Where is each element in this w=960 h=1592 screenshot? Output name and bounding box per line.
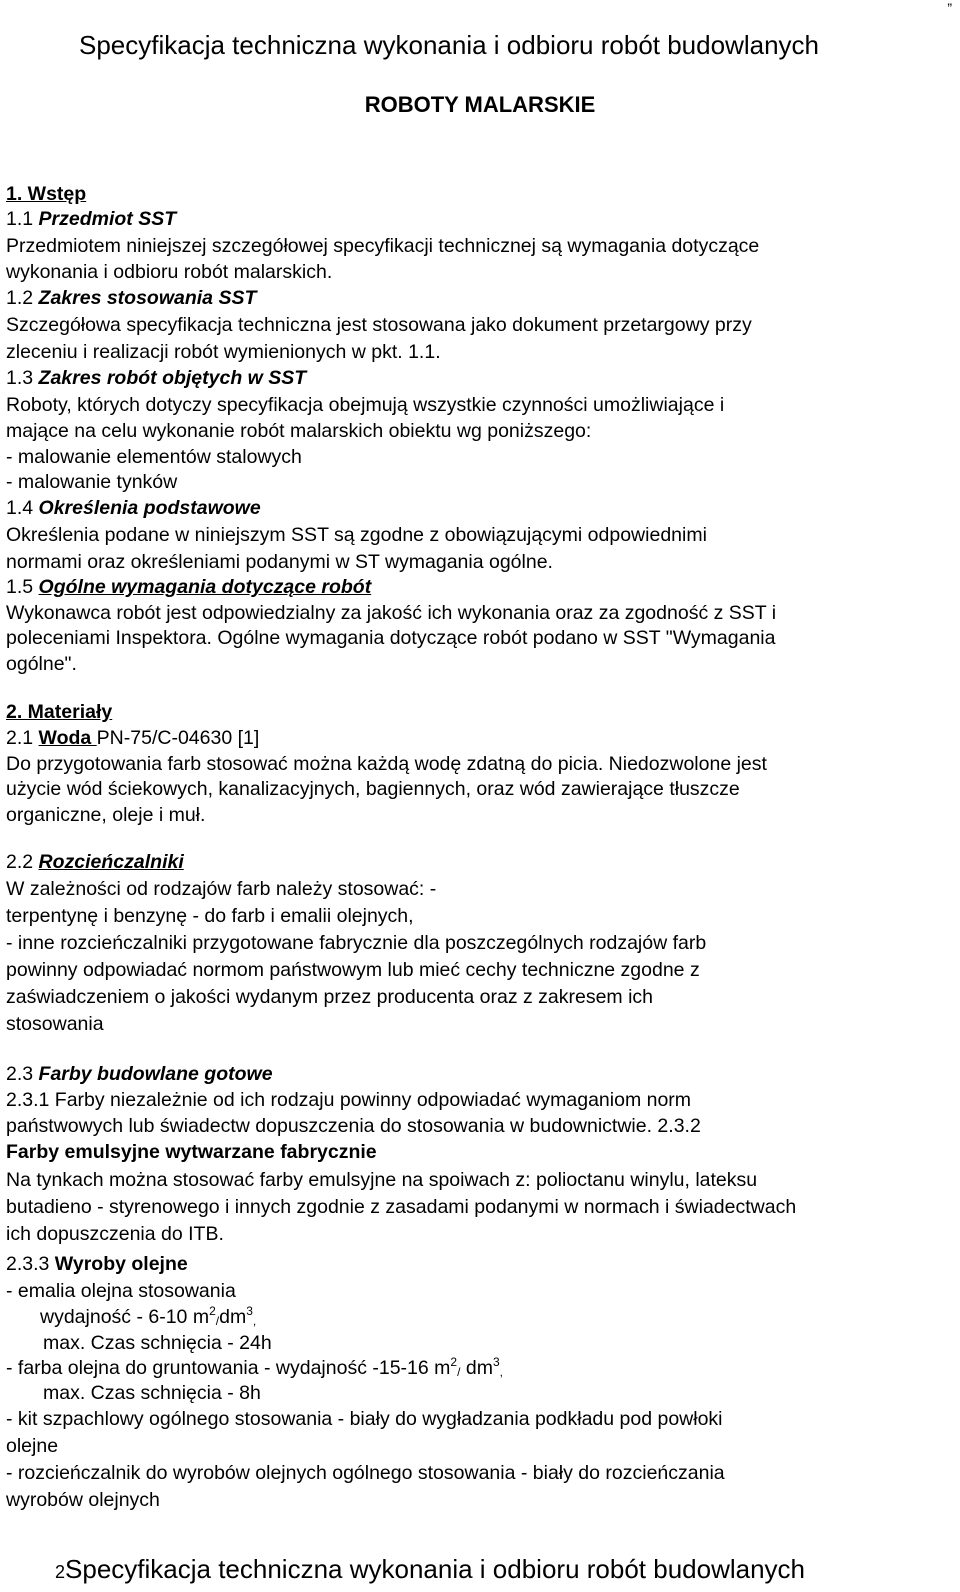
footer-title: Specyfikacja techniczna wykonania i odbioru robót budowlanych: [65, 1554, 806, 1584]
subsection-heading: 1.5 Ogólne wymagania dotyczące robót: [6, 576, 372, 598]
subsection-heading: 1.4 Określenia podstawowe: [6, 497, 261, 519]
paragraph-line: Do przygotowania farb stosować można każdą wodę zdatną do picia. Niedozwolone jest: [6, 753, 767, 775]
section-heading: 2. Materiały: [6, 701, 113, 723]
spec-line: max. Czas schnięcia - 8h: [43, 1382, 261, 1404]
paragraph-line: wykonania i odbioru robót malarskich.: [6, 261, 333, 283]
paragraph-line: 2.3.1 Farby niezależnie od ich rodzaju powinny odpowiadać wymaganiom norm: [6, 1089, 692, 1111]
paragraph-line: Wykonawca robót jest odpowiedzialny za jakość ich wykonania oraz za zgodność z SST i: [6, 602, 777, 624]
paragraph-line: Przedmiotem niniejszej szczegółowej specyfikacji technicznej są wymagania dotyczące: [6, 235, 760, 257]
paragraph-line: ogólne".: [6, 653, 77, 675]
spec-line: wydajność - 6-10 $m^2_/dm^3_,$: [40, 1304, 257, 1328]
paragraph-line: państwowych lub świadectw dopuszczenia do stosowania w budownictwie. 2.3.2: [6, 1115, 701, 1137]
subsection-heading: 2.3 Farby budowlane gotowe: [6, 1063, 273, 1085]
page-footer: [55, 1554, 805, 1585]
page-header: Specyfikacja techniczna wykonania i odbioru robót budowlanych: [79, 30, 819, 60]
paragraph-line: zleceniu i realizacji robót wymienionych w pkt. 1.1.: [6, 341, 441, 363]
list-item: - rozcieńczalnik do wyrobów olejnych ogólnego stosowania - biały do rozcieńczania: [6, 1462, 725, 1484]
paragraph-line: wyrobów olejnych: [6, 1489, 160, 1511]
subsection-heading: Farby emulsyjne wytwarzane fabrycznie: [6, 1141, 377, 1163]
paragraph-line: Roboty, których dotyczy specyfikacja obejmują wszystkie czynności umożliwiające i: [6, 394, 725, 416]
paragraph-line: terpentynę i benzynę - do farb i emalii olejnych,: [6, 905, 414, 927]
list-item: - malowanie elementów stalowych: [6, 446, 302, 468]
list-item: - farba olejna do gruntowania - wydajność -15-16 $m^2_/$ $dm^3_,$: [6, 1355, 503, 1379]
paragraph-line: - inne rozcieńczalniki przygotowane fabrycznie dla poszczególnych rodzajów farb: [6, 932, 707, 954]
paragraph-line: mające na celu wykonanie robót malarskich obiektu wg poniższego:: [6, 420, 592, 442]
subsection-heading: 1.3 Zakres robót objętych w SST: [6, 367, 307, 389]
paragraph-line: olejne: [6, 1435, 59, 1457]
paragraph-line: użycie wód ściekowych, kanalizacyjnych, bagiennych, oraz wód zawierające tłuszcze: [6, 778, 740, 800]
paragraph-line: powinny odpowiadać normom państwowym lub mieć cechy techniczne zgodne z: [6, 959, 700, 981]
paragraph-line: normami oraz określeniami podanymi w ST wymagania ogólne.: [6, 551, 553, 573]
paragraph-line: poleceniami Inspektora. Ogólne wymagania dotyczące robót podano w SST "Wymagania: [6, 627, 776, 649]
corner-mark: ”: [947, 0, 952, 16]
paragraph-line: ich dopuszczenia do ITB.: [6, 1223, 224, 1245]
subsection-heading: 2.3.3 Wyroby olejne: [6, 1253, 188, 1275]
paragraph-line: zaświadczeniem o jakości wydanym przez producenta oraz z zakresem ich: [6, 986, 654, 1008]
subsection-heading: 1.1 Przedmiot SST: [6, 208, 177, 230]
paragraph-line: butadieno - styrenowego i innych zgodnie z zasadami podanymi w normach i świadectwach: [6, 1196, 797, 1218]
list-item: - kit szpachlowy ogólnego stosowania - biały do wygładzania podkładu pod powłoki: [6, 1408, 723, 1430]
paragraph-line: Szczegółowa specyfikacja techniczna jest stosowana jako dokument przetargowy przy: [6, 314, 752, 336]
section-heading: 1. Wstęp: [6, 183, 87, 205]
document-title: ROBOTY MALARSKIE: [364, 92, 596, 117]
subsection-heading: 2.2 Rozcieńczalniki: [6, 851, 184, 873]
paragraph-line: W zależności od rodzajów farb należy stosować: -: [6, 878, 437, 900]
list-item: - emalia olejna stosowania: [6, 1280, 236, 1302]
subsection-heading: 2.1 Woda PN-75/C-04630 [1]: [6, 727, 260, 749]
subsection-heading: 1.2 Zakres stosowania SST: [6, 287, 257, 309]
paragraph-line: Na tynkach można stosować farby emulsyjne na spoiwach z: polioctanu winylu, lateksu: [6, 1169, 758, 1191]
list-item: - malowanie tynków: [6, 471, 178, 493]
paragraph-line: organiczne, oleje i muł.: [6, 804, 206, 826]
paragraph-line: Określenia podane w niniejszym SST są zgodne z obowiązującymi odpowiednimi: [6, 524, 707, 546]
paragraph-line: stosowania: [6, 1013, 104, 1035]
spec-line: max. Czas schnięcia - 24h: [43, 1332, 272, 1354]
page-number: 2: [55, 1562, 66, 1582]
